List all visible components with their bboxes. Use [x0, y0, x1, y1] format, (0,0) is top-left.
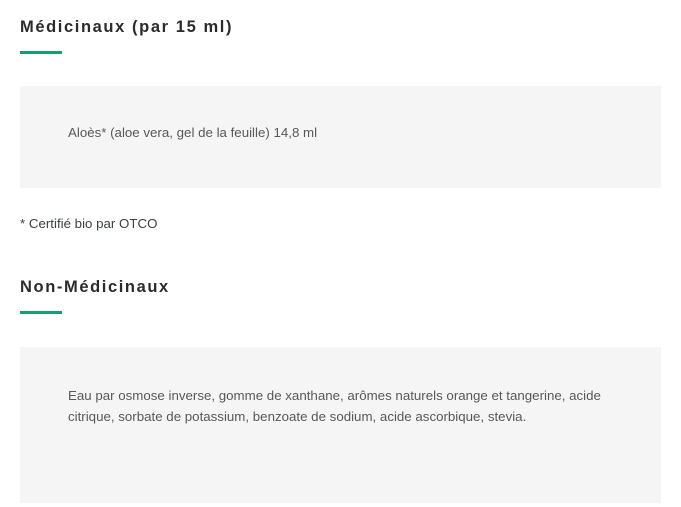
non-medicinal-ingredients-section [20, 278, 661, 503]
non-medicinal-ingredients-panel [20, 347, 661, 503]
medicinal-heading-underline [20, 51, 62, 54]
medicinal-ingredients-panel [20, 86, 661, 188]
medicinal-ingredients-text: Aloès* (aloe vera, gel de la feuille) 14,8 ml [68, 124, 318, 140]
non-medicinal-heading: Non-Médicinaux [20, 277, 170, 296]
non-medicinal-heading-underline [20, 311, 62, 314]
certification-note: * Certifié bio par OTCO [20, 215, 158, 231]
medicinal-ingredients-section [20, 0, 661, 234]
non-medicinal-ingredients-text: Eau par osmose inverse, gomme de xanthane, arômes naturels orange et tangerine, acide citrique, sorbate de potassium, benzoate de sodium, acide ascorbique, stevia. [68, 387, 601, 425]
medicinal-heading: Médicinaux (par 15 ml) [20, 18, 234, 36]
